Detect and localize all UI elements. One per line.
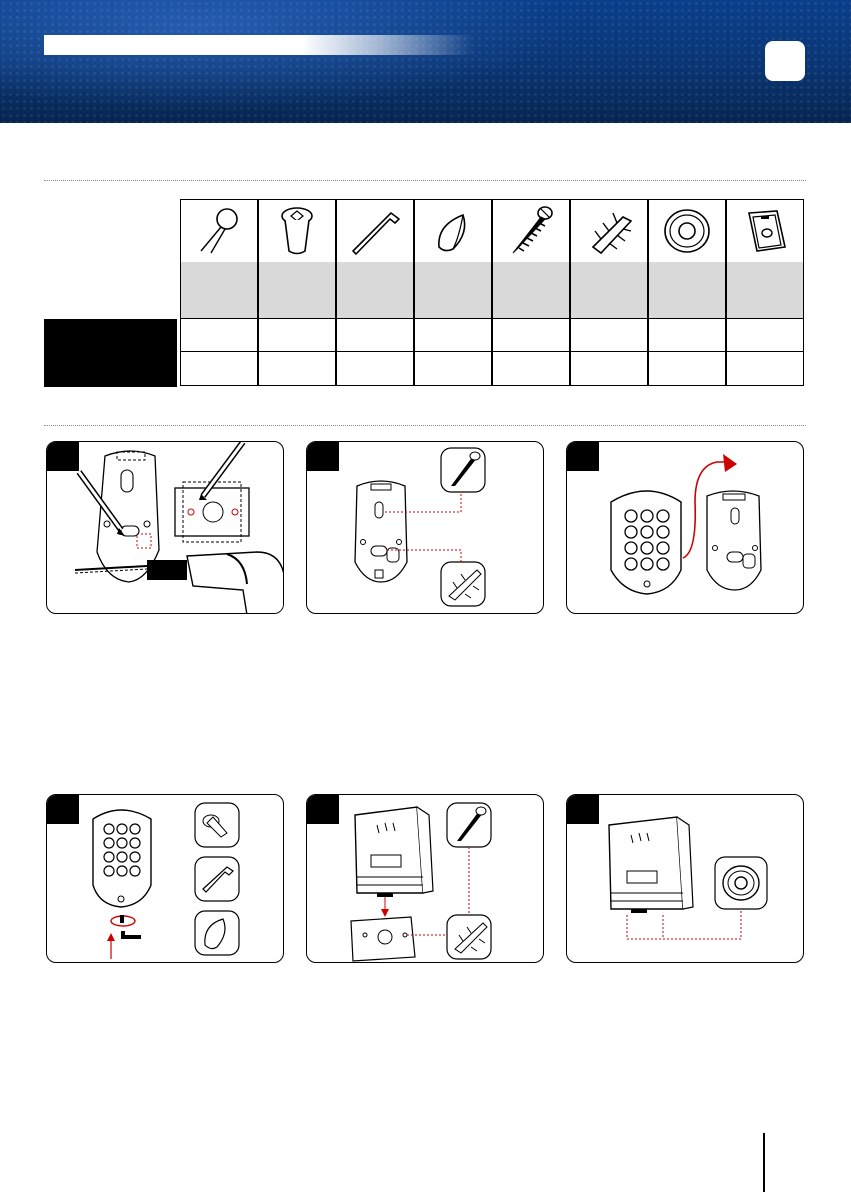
quantity-cell [726,352,804,386]
diode-icon [189,203,249,259]
quantity-cell [414,352,492,386]
mounting-plate-icon [735,203,795,259]
part-column [336,199,414,386]
header-pattern [0,0,851,123]
quantity-cell [336,352,414,386]
quantity-cell [648,318,726,352]
parts-table [44,199,806,387]
chapter-badge [765,41,805,81]
part-column [570,199,648,386]
page-number-divider [763,1133,765,1192]
step-panel [46,794,284,963]
row-label [44,353,177,387]
part-column [492,199,570,386]
backplate-fixing-illustration [307,442,544,614]
allen-key-icon [345,203,405,259]
part-column [414,199,492,386]
quantity-cell [648,352,726,386]
step-panel [306,794,544,963]
part-column [258,199,336,386]
quantity-cell [180,352,258,386]
step-number [47,795,79,824]
step-number [307,442,339,471]
part-column [180,199,258,386]
grommet-icon [657,203,717,259]
quantity-cell [336,318,414,352]
wall-plug-icon [579,203,639,259]
step-number [567,442,599,471]
quantity-cell [180,318,258,352]
quantity-cell [570,352,648,386]
quantity-cell [726,318,804,352]
keypad-mounting-illustration [567,442,804,614]
part-column [726,199,804,386]
part-column [648,199,726,386]
locking-screw-illustration [47,795,284,963]
step-panel [46,441,284,614]
section-divider [44,425,806,426]
row-label [44,319,177,353]
step-panel [566,441,804,614]
page-header [0,0,851,123]
step-panel [566,794,804,963]
step-number [307,795,339,824]
quantity-cell [258,318,336,352]
cable-grommet-illustration [567,795,804,963]
flat-head-screw-icon [267,203,327,259]
receiver-mounting-illustration [307,795,544,963]
quantity-cell [570,318,648,352]
step-panel [306,441,544,614]
quantity-cell [492,352,570,386]
step-number [567,795,599,824]
quantity-cell [258,352,336,386]
quantity-cell [414,318,492,352]
quantity-cell [492,318,570,352]
wood-screw-icon [501,203,561,259]
header-title-bar [44,35,474,55]
section-divider [44,180,806,181]
step-number [47,442,79,471]
drilling-illustration [47,442,284,614]
cap-icon [423,203,483,259]
